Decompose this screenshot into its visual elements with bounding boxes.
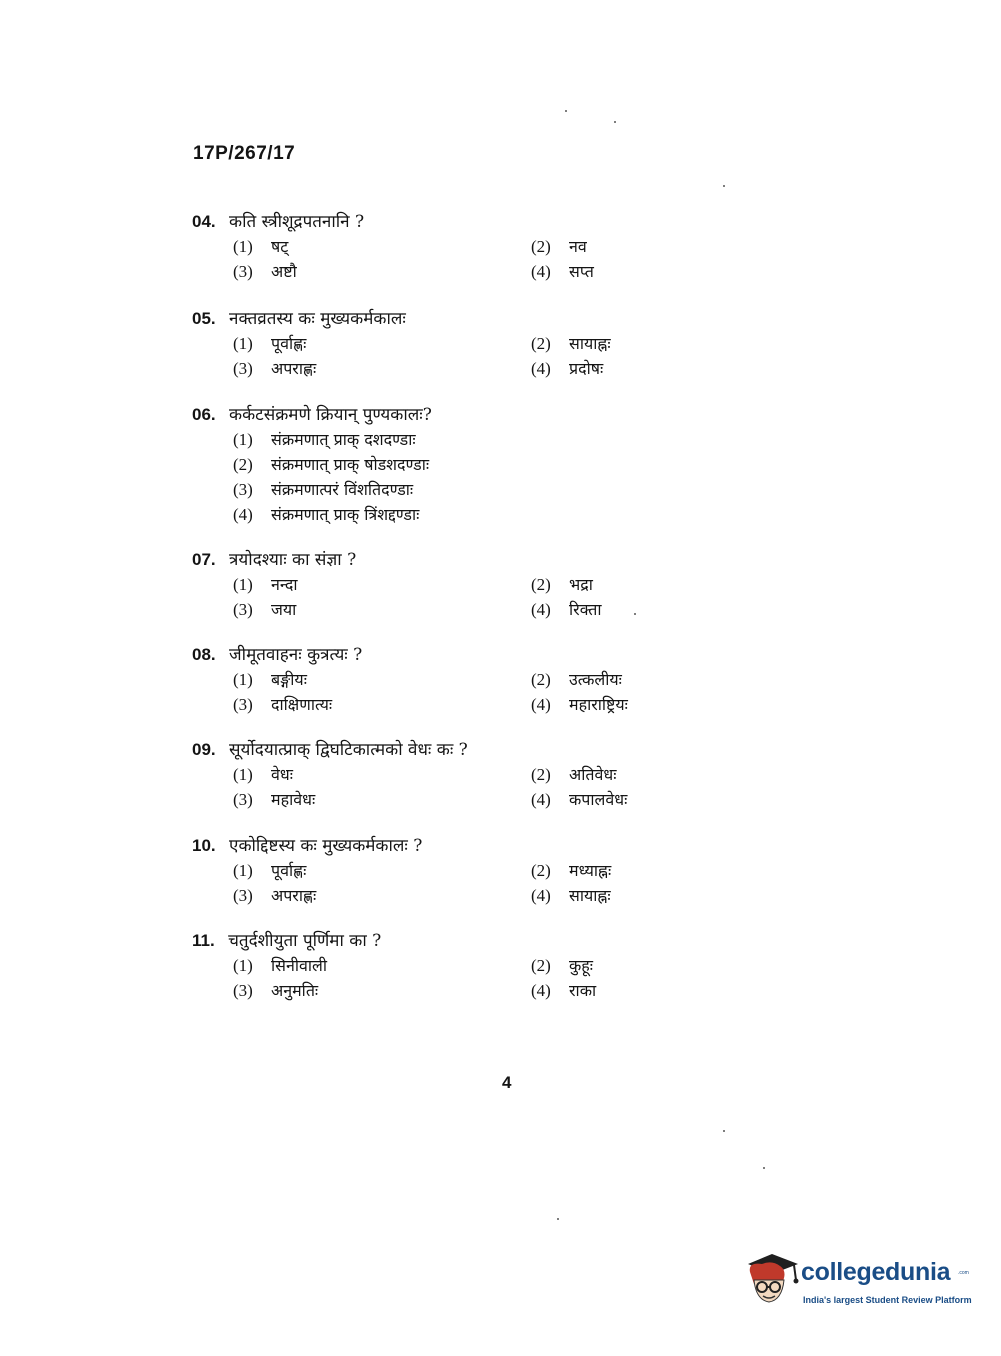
question-number: 05. bbox=[192, 309, 216, 328]
question-number: 11. bbox=[192, 931, 215, 950]
question-number: 10. bbox=[192, 836, 216, 855]
option-3: (3) महावेधः bbox=[233, 790, 316, 809]
option-3: (3) अपराह्णः bbox=[233, 886, 317, 905]
option-3: (3) संक्रमणात्परं विंशतिदण्डाः bbox=[233, 480, 414, 499]
question-text: सूर्योदयात्प्राक् द्विघटिकात्मको वेधः कः ? bbox=[229, 740, 468, 760]
option-3: (3) अपराह्णः bbox=[233, 359, 317, 378]
option-2: (2) संक्रमणात् प्राक् षोडशदण्डाः bbox=[233, 455, 430, 474]
question-number: 09. bbox=[192, 740, 216, 759]
scan-speck bbox=[614, 121, 616, 123]
option-1: (1) नन्दा bbox=[233, 575, 298, 594]
scan-speck bbox=[565, 110, 567, 112]
question-text: एकोद्दिष्टस्य कः मुख्यकर्मकालः ? bbox=[229, 836, 423, 856]
option-1: (1) षट् bbox=[233, 237, 289, 256]
question-text: कति स्त्रीशूद्रपतनानि ? bbox=[229, 212, 365, 232]
brand-tagline: India's largest Student Review Platform bbox=[803, 1295, 972, 1305]
brand-name: collegedunia bbox=[801, 1258, 951, 1286]
option-1: (1) सिनीवाली bbox=[233, 956, 328, 975]
collegedunia-logo[interactable] bbox=[742, 1250, 972, 1312]
question-number: 06. bbox=[192, 405, 216, 424]
option-2: (2) उत्कलीयः bbox=[531, 670, 622, 689]
option-3: (3) अष्टौ bbox=[233, 262, 297, 281]
option-1: (1) वेधः bbox=[233, 765, 293, 784]
option-1: (1) पूर्वाह्णः bbox=[233, 861, 307, 880]
option-2: (2) कुहूः bbox=[531, 956, 594, 975]
option-2: (2) मध्याह्नः bbox=[531, 861, 612, 880]
scan-speck bbox=[723, 185, 725, 187]
question-text: त्रयोदश्याः का संज्ञा ? bbox=[229, 550, 357, 570]
option-4: (4) राका bbox=[531, 981, 597, 1000]
scan-speck bbox=[557, 1218, 559, 1220]
option-4: (4) रिक्ता bbox=[531, 600, 602, 619]
option-1: (1) संक्रमणात् प्राक् दशदण्डाः bbox=[233, 430, 416, 449]
option-4: (4) कपालवेधः bbox=[531, 790, 628, 809]
paper-code: 17P/267/17 bbox=[193, 143, 296, 164]
question-number: 07. bbox=[192, 550, 216, 569]
option-2: (2) नव bbox=[531, 237, 587, 256]
option-4: (4) सप्त bbox=[531, 262, 594, 281]
brand-domain: .com bbox=[958, 1270, 969, 1276]
option-2: (2) सायाह्नः bbox=[531, 334, 611, 353]
graduate-mascot-icon bbox=[742, 1250, 802, 1312]
option-4: (4) महाराष्ट्रियः bbox=[531, 695, 628, 714]
option-3: (3) अनुमतिः bbox=[233, 981, 319, 1000]
option-2: (2) भद्रा bbox=[531, 575, 593, 594]
scan-speck bbox=[634, 613, 636, 615]
scan-speck bbox=[763, 1167, 765, 1169]
question-text: कर्कटसंक्रमणे क्रियान् पुण्यकालः? bbox=[229, 405, 432, 425]
page-number: 4 bbox=[502, 1073, 512, 1092]
option-2: (2) अतिवेधः bbox=[531, 765, 617, 784]
option-1: (1) पूर्वाह्णः bbox=[233, 334, 307, 353]
option-4: (4) सायाह्नः bbox=[531, 886, 611, 905]
option-3: (3) दाक्षिणात्यः bbox=[233, 695, 333, 714]
question-text: जीमूतवाहनः कुत्रत्यः ? bbox=[229, 645, 363, 665]
option-4: (4) संक्रमणात् प्राक् त्रिंशद्दण्डाः bbox=[233, 505, 420, 524]
question-text: नक्तव्रतस्य कः मुख्यकर्मकालः bbox=[229, 309, 406, 329]
option-3: (3) जया bbox=[233, 600, 297, 619]
option-1: (1) बङ्गीयः bbox=[233, 670, 307, 689]
question-number: 04. bbox=[192, 212, 216, 231]
option-4: (4) प्रदोषः bbox=[531, 359, 604, 378]
question-text: चतुर्दशीयुता पूर्णिमा का ? bbox=[228, 931, 382, 951]
scan-speck bbox=[723, 1130, 725, 1132]
question-number: 08. bbox=[192, 645, 216, 664]
